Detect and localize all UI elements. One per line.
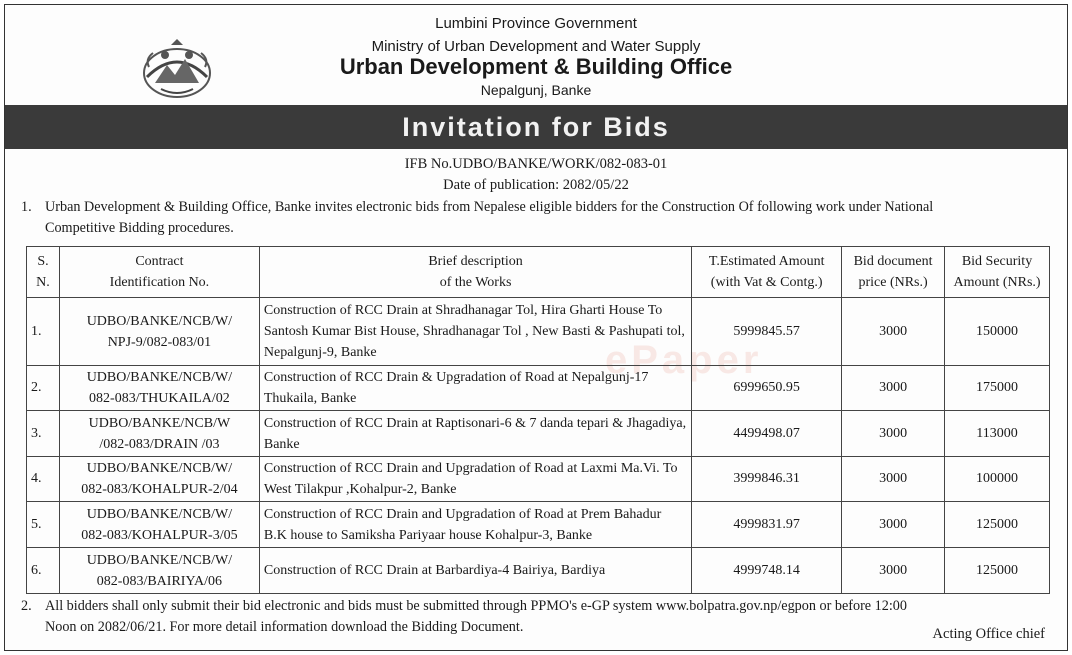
row-bid-security: 125000	[945, 548, 1050, 594]
table-row	[27, 548, 1050, 594]
clause-2-number: 2.	[21, 598, 32, 614]
invitation-banner: Invitation for Bids	[5, 105, 1067, 149]
row-sn: 5.	[27, 502, 60, 548]
row-contract-id: UDBO/BANKE/NCB/W/ 082-083/THUKAILA/02	[59, 366, 259, 411]
publication-date: Date of publication: 2082/05/22	[443, 177, 629, 193]
clause-1-line-1: Urban Development & Building Office, Banke invites electronic bids from Nepalese eligible bidders for the Construction Of following work under National	[45, 199, 934, 215]
row-estimated-amount: 3999846.31	[692, 457, 842, 502]
notice-header	[5, 5, 1067, 105]
row-bid-document-price: 3000	[842, 457, 945, 502]
row-estimated-amount: 4999831.97	[692, 502, 842, 548]
row-bid-security: 100000	[945, 457, 1050, 502]
row-contract-id: UDBO/BANKE/NCB/W /082-083/DRAIN /03	[59, 411, 259, 457]
row-description: Construction of RCC Drain and Upgradation of Road at Laxmi Ma.Vi. To West Tilakpur ,Kohalpur-2, Banke	[259, 457, 691, 502]
table-row	[27, 411, 1050, 457]
government-name: Lumbini Province Government	[435, 15, 637, 32]
header-sn: S. N.	[27, 247, 60, 298]
office-location: Nepalgunj, Banke	[480, 82, 592, 98]
clause-1-number: 1.	[21, 199, 32, 215]
bid-notice-page	[4, 4, 1068, 651]
table-row	[27, 366, 1050, 411]
row-contract-id: UDBO/BANKE/NCB/W/ 082-083/KOHALPUR-3/05	[59, 502, 259, 548]
header-bid-document-price: Bid document price (NRs.)	[842, 247, 945, 298]
clause-1	[21, 197, 1051, 239]
office-name: Urban Development & Building Office	[339, 54, 733, 79]
row-estimated-amount: 4499498.07	[692, 411, 842, 457]
row-bid-security: 175000	[945, 366, 1050, 411]
row-bid-document-price: 3000	[842, 411, 945, 457]
header-description: Brief description of the Works	[259, 247, 691, 298]
row-sn: 4.	[27, 457, 60, 502]
row-estimated-amount: 5999845.57	[692, 298, 842, 366]
row-description: Construction of RCC Drain at Shradhanagar Tol, Hira Gharti House To Santosh Kumar Bist House, Shradhanagar Tol , New Basti & Pashupati tol, Nepalgunj-9, Banke	[259, 298, 691, 366]
row-description: Construction of RCC Drain and Upgradation of Road at Prem Bahadur B.K house to Samiksha Pariyaar house Kohalpur-3, Banke	[259, 502, 691, 548]
table-header-row	[27, 247, 1050, 298]
table-row	[27, 298, 1050, 366]
row-estimated-amount: 6999650.95	[692, 366, 842, 411]
row-bid-security: 125000	[945, 502, 1050, 548]
header-estimated-amount: T.Estimated Amount (with Vat & Contg.)	[692, 247, 842, 298]
row-bid-document-price: 3000	[842, 548, 945, 594]
ifb-number: IFB No.UDBO/BANKE/WORK/082-083-01	[404, 156, 668, 172]
row-contract-id: UDBO/BANKE/NCB/W/ 082-083/BAIRIYA/06	[59, 548, 259, 594]
clause-1-line-2: Competitive Bidding procedures.	[45, 220, 234, 236]
row-description: Construction of RCC Drain at Raptisonari-6 & 7 danda tepari & Jhagadiya, Banke	[259, 411, 691, 457]
clause-2-line-2: Noon on 2082/06/21. For more detail information download the Bidding Document.	[45, 619, 524, 635]
bids-table	[26, 246, 1050, 594]
row-contract-id: UDBO/BANKE/NCB/W/ 082-083/KOHALPUR-2/04	[59, 457, 259, 502]
clause-2-line-1: All bidders shall only submit their bid electronic and bids must be submitted through PPMO's e-GP system www.bolpatra.gov.np/egpon or before 12:00	[45, 598, 907, 614]
row-bid-document-price: 3000	[842, 502, 945, 548]
row-description: Construction of RCC Drain at Barbardiya-4 Bairiya, Bardiya	[259, 548, 691, 594]
row-sn: 6.	[27, 548, 60, 594]
clause-2	[21, 596, 1051, 638]
row-bid-security: 150000	[945, 298, 1050, 366]
signatory-title: Acting Office chief	[932, 626, 1045, 642]
row-bid-document-price: 3000	[842, 298, 945, 366]
header-contract-id: Contract Identification No.	[59, 247, 259, 298]
table-row	[27, 502, 1050, 548]
row-sn: 3.	[27, 411, 60, 457]
table-row	[27, 457, 1050, 502]
row-sn: 1.	[27, 298, 60, 366]
ministry-name: Ministry of Urban Development and Water Supply	[371, 38, 701, 55]
row-estimated-amount: 4999748.14	[692, 548, 842, 594]
row-contract-id: UDBO/BANKE/NCB/W/ NPJ-9/082-083/01	[59, 298, 259, 366]
header-bid-security: Bid Security Amount (NRs.)	[945, 247, 1050, 298]
row-description: Construction of RCC Drain & Upgradation of Road at Nepalgunj-17 Thukaila, Banke	[259, 366, 691, 411]
row-bid-security: 113000	[945, 411, 1050, 457]
watermark: ePaper	[605, 338, 763, 382]
row-sn: 2.	[27, 366, 60, 411]
row-bid-document-price: 3000	[842, 366, 945, 411]
